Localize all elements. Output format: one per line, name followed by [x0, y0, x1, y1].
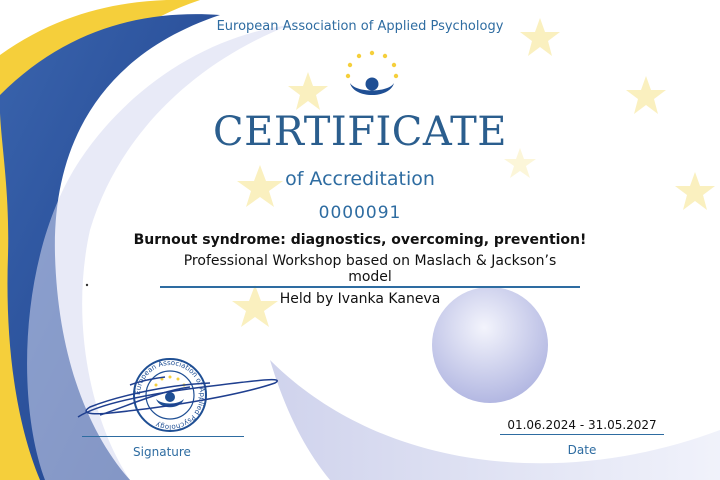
round-stamp-icon: [134, 359, 206, 431]
held-by: Held by Ivanka Kaneva: [279, 291, 441, 307]
svg-text:European Association of Applie: European Association of Applied Psychology: [133, 358, 207, 432]
certificate-number: 0000091: [318, 203, 402, 223]
validity-date-range: 01.06.2024 - 31.05.2027: [500, 418, 664, 435]
certificate-subtitle: of Accreditation: [285, 168, 435, 190]
course-title: Burnout syndrome: diagnostics, overcoming, prevention!: [133, 232, 587, 248]
star-icon: [288, 72, 328, 110]
signature-stamp-area: [70, 355, 280, 435]
signature-line: [82, 436, 244, 437]
workshop-description: Professional Workshop based on Maslach & Jackson’s model: [160, 253, 580, 288]
certificate-title: CERTIFICATE: [213, 109, 507, 155]
signature-label: Signature: [133, 445, 191, 459]
star-ring-logo-icon: [340, 47, 404, 105]
date-label: Date: [567, 443, 597, 457]
handwritten-signature: [78, 377, 277, 417]
organization-name: European Association of Applied Psychology: [216, 19, 504, 34]
